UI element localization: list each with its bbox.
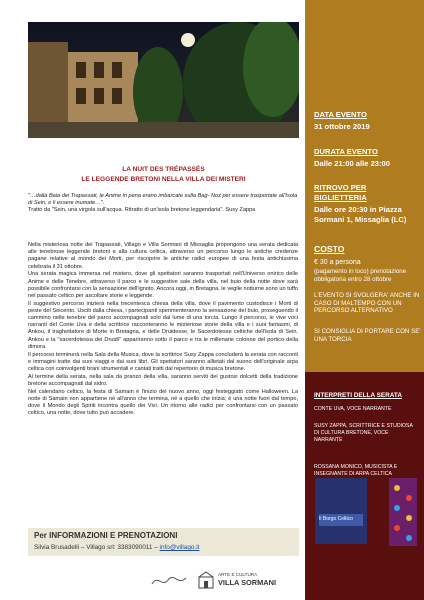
performer-item: SUSY ZAPPA, SCRITTRICE E STUDIOSA DI CULTURA BRETONE, VOCE NARRANTE bbox=[314, 423, 413, 443]
paragraph: Il percorso terminerà nella Sala della Musica, dove la scrittrice Susy Zappa concluderà la serata con racconti e immagini tratte dai suoi viaggi e dai suoi libri. Gli spettatori saranno allietati dal suono dell'originale arpa celtica con coinvolgenti brani strumentali e cantati tratti dal repertorio di musica bretone. bbox=[28, 351, 298, 372]
signature-icon bbox=[150, 572, 190, 590]
book-cover-title: Il Borgo Celtico bbox=[319, 516, 353, 522]
intro-quote-text: "…dalla Baia dei Trapassati, le Anime in pena erano imbarcate sulla Bag- Noz per essere trasportate all'Isola di Sein, e li essere inumate…". bbox=[28, 193, 298, 207]
meeting-label-1: RITROVO PER bbox=[314, 183, 367, 192]
sidebar bbox=[305, 0, 424, 600]
date-label: DATA EVENTO bbox=[314, 110, 367, 119]
sidebar-event-details bbox=[305, 0, 424, 372]
event-title: LA NUIT DES TRÉPASSÉS bbox=[122, 166, 205, 173]
duration-value: Dalle 21:00 alle 23:00 bbox=[314, 159, 390, 168]
info-title: Per INFORMAZIONI E PRENOTAZIONI bbox=[34, 531, 178, 540]
cost-note: (pagamento in loco) prenotazione obbligatoria entro 28 ottobre bbox=[314, 268, 407, 283]
meeting-value: Dalle ore 20:30 in Piazza Sormani 1, Missaglia (LC) bbox=[314, 205, 407, 224]
cost-value: € 30 a persona bbox=[314, 259, 361, 266]
date-value: 31 ottobre 2019 bbox=[314, 122, 370, 131]
cost-label: COSTO bbox=[314, 244, 345, 254]
meeting-label-2: BIGLIETTERIA bbox=[314, 193, 367, 202]
book-cover-2 bbox=[389, 478, 417, 546]
performers-title: INTERPRETI DELLA SERATA bbox=[314, 392, 402, 399]
paragraph: Una serata magica immersa nel mistero, dove gli spettatori saranno trasportati nell'Universo onirico delle Anime e delle Tenebre, attraverso il parco e le suggestive sale della villa, nel buio della notte dove sarà possibile confrontarsi con la sensazione dell'ignoto. Ancora oggi, in Bretagna, le veglie notturne sono un tuffo nel passato celtico per ascoltare storie e leggende. bbox=[28, 271, 298, 299]
villa-logo-icon bbox=[198, 571, 214, 589]
paragraph: Al termine della serata, nella sala da pranzo della villa, saranno serviti dei gustosi dolcetti della tradizione bretone accompagnati dal sidro. bbox=[28, 373, 298, 387]
performer-item: CONTE UVA, VOCE NARRANTE bbox=[314, 406, 392, 412]
event-subtitle: LE LEGGENDE BRETONI NELLA VILLA DEI MISTERI bbox=[81, 176, 246, 183]
intro-credit: Tratto da "Sein, una virgola sull'acqua. Ritratto di un'isola bretone leggendaria". Susy Zappa bbox=[28, 207, 256, 214]
contact-text: Silvia Brusadelli – Villago srl: 3383090011 – bbox=[34, 544, 160, 551]
paragraph: Il suggestivo percorso inizierà nella trecentesca chiesa della villa, dove il pavimento custodisce i Morti di peste del Seicento. Usciti dalla chiesa, i partecipanti sperimenteranno la sensazione del buio, proseguendo il cammino nelle tenebre del parco accompagnati solo dal lume di una torcia. Lungo il percorso, le vive voci narranti del Conte Uva e della scrittrice racconteranno le misteriose storie della villa e i suoi fantasmi, di Ankou, il traghettatore di Morte in Bretagna, e delle Druidesse, le Sacerdotesse celtiche dell'isola di Sein. Ankou e la "sacerdotessa dei Druidi" appariranno sotto il parco e tra le millenarie colonne del portico della dimora. bbox=[28, 300, 298, 350]
performer-item: ROSSANA MONICO, MUSICISTA E INSEGNANTE DI ARPA CELTICA bbox=[314, 464, 398, 477]
rain-note: L'EVENTO SI SVOLGERA' ANCHE IN CASO DI MALTEMPO CON UN PERCORSO ALTERNATIVO bbox=[314, 292, 420, 315]
email-link[interactable]: info@villago.it bbox=[159, 544, 200, 551]
duration-label: DURATA EVENTO bbox=[314, 147, 378, 156]
header-photo-villa-at-night bbox=[28, 22, 299, 138]
book-cover-1 bbox=[315, 478, 367, 544]
paragraph: Nella misteriosa notte dei Trapassati, Villago e Villa Sormani di Missaglia propongono una serata dedicata alle tenebrose leggende bretoni e alla cultura celtica, attraverso un percorso lungo le antiche credenze pagane relative al mondo dei Morti, per riscoprire le antiche radici europee di una festa antichissima celebrata il 31 ottobre. bbox=[28, 242, 298, 270]
torch-note: SI CONSIGLIA DI PORTARE CON SE' UNA TORCIA bbox=[314, 328, 421, 343]
decorative-pattern-icon bbox=[389, 478, 417, 546]
intro-quote bbox=[28, 193, 298, 215]
event-description bbox=[28, 242, 298, 418]
logo-line1: ARTE E CULTURA bbox=[218, 572, 258, 577]
logo-line2: VILLA SORMANI bbox=[218, 578, 277, 587]
info-box bbox=[28, 528, 299, 556]
info-contact bbox=[34, 544, 199, 551]
paragraph: Nel calendario celtico, la festa di Samain è l'inizio del nuovo anno, oggi festeggiato come Halloween. La notte di Samain non appartiene né all'anno che termina, né a quello che inizia; è una notte fuori dal tempo, dove il Mondo degli Spiriti incontra quello dei Vivi. Un ritorno alle radici per confrontarsi con un passato celtico, una notte, dove tutto può accadere. bbox=[28, 388, 298, 417]
